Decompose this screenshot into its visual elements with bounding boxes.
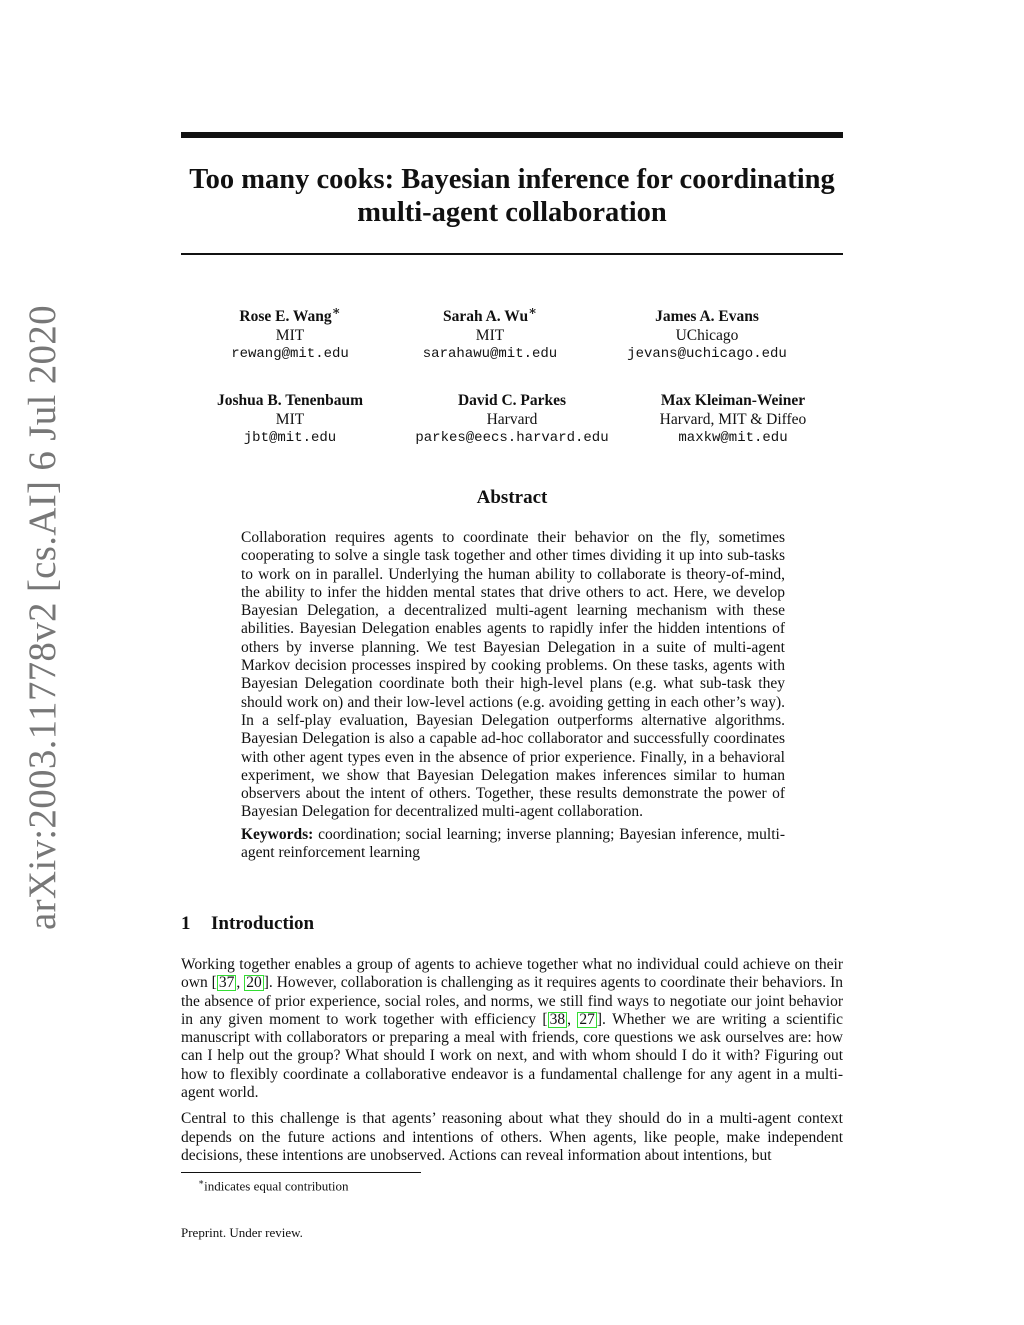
title-line-1: Too many cooks: Bayesian inference for coordinating	[189, 164, 835, 195]
footnote	[198, 1177, 349, 1194]
title-line-2: multi-agent collaboration	[357, 197, 667, 228]
paragraph: Central to this challenge is that agents’ reasoning about what they should do in a multi-agent context depends on the future actions and intentions of others. When agents, like people, make independent decisions, these intentions are unobserved. Actions can reveal information about intentions, but	[181, 1110, 843, 1164]
author-email[interactable]: jbt@mit.edu	[243, 430, 337, 447]
author-name: Max Kleiman-Weiner	[660, 392, 806, 410]
author-affiliation: MIT	[275, 327, 305, 345]
author-affiliation: UChicago	[675, 327, 739, 345]
keywords	[241, 826, 785, 863]
author-name: James A. Evans	[655, 308, 759, 326]
abstract-heading: Abstract	[476, 487, 548, 508]
citation-link[interactable]: 27	[579, 1010, 595, 1028]
arxiv-sidebar-stamp: arXiv:2003.11778v2 [cs.AI] 6 Jul 2020	[21, 305, 64, 930]
author-email[interactable]: sarahawu@mit.edu	[422, 346, 558, 363]
keywords-label: Keywords:	[241, 825, 314, 843]
author-email[interactable]: jevans@uchicago.edu	[627, 346, 787, 363]
citation-link[interactable]: 37	[218, 974, 235, 992]
author-block	[170, 385, 410, 448]
footnote-mark: ∗	[198, 1177, 205, 1187]
footnote-rule	[181, 1172, 421, 1173]
citation-link[interactable]: 38	[549, 1010, 566, 1028]
abstract-text: Collaboration requires agents to coordinate their behavior on the fly, sometimes cooperating to solve a single task together and other times dividing it up into sub-tasks to work on in parallel. Underlying the human ability to collaborate is theory-of-mind, the ability to infer the hidden mental states that drive others to act. Here, we develop Bayesian Delegation, a decentralized multi-agent learning mechanism with these abilities. Bayesian Delegation enables agents to rapidly infer the hidden intentions of others by inverse planning. We test Bayesian Delegation in a suite of multi-agent Markov decision processes inspired by cooking problems. On these tasks, agents with Bayesian Delegation coordinate both their high-level plans (e.g. what sub-task they should work on) and their low-level actions (e.g. avoiding getting in each other’s way). In a self-play evaluation, Bayesian Delegation outperforms alternative algorithms. Bayesian Delegation is also a capable ad-hoc collaborator and successfully coordinates with other agent types even in the absence of prior experience. Finally, in a behavioral experiment, we show that Bayesian Delegation makes inferences similar to human observers about the intent of others. Together, these results demonstrate the power of Bayesian Delegation for decentralized multi-agent collaboration.	[241, 529, 785, 821]
section-number: 1	[181, 913, 191, 934]
title-bottom-rule	[181, 253, 843, 255]
keywords-list: coordination; social learning; inverse planning; Bayesian inference, multi-agent reinforcement learning	[241, 825, 785, 862]
author-name: Rose E. Wang∗	[239, 303, 341, 326]
author-affiliation: Harvard	[486, 411, 538, 429]
author-name: Joshua B. Tenenbaum	[216, 392, 364, 410]
section-title: Introduction	[211, 913, 315, 934]
author-block	[613, 385, 853, 448]
author-email[interactable]: rewang@mit.edu	[231, 346, 349, 363]
introduction-body	[181, 956, 843, 1173]
paper-title	[181, 163, 843, 229]
author-affiliation: MIT	[275, 411, 305, 429]
author-email[interactable]: parkes@eecs.harvard.edu	[415, 430, 609, 447]
title-top-rule	[181, 132, 843, 138]
preprint-note: Preprint. Under review.	[181, 1225, 303, 1240]
author-email[interactable]: maxkw@mit.edu	[678, 430, 788, 447]
author-affiliation: Harvard, MIT & Diffeo	[659, 411, 807, 429]
author-block	[392, 385, 632, 448]
section-heading	[181, 913, 314, 935]
abstract-body	[241, 529, 785, 862]
author-block	[370, 301, 610, 364]
author-name: Sarah A. Wu∗	[442, 303, 538, 326]
author-affiliation: MIT	[475, 327, 505, 345]
paragraph: Working together enables a group of agents to achieve together what no individual could achieve on their own [ 37 , 20 ]. However, collaboration is challenging as it requires agents to coordinate their behaviors. In the absence of prior experience, social roles, and norms, we still find ways to negotiate our joint behavior in any given moment to work together with efficiency [ 38 , 27 ]. Whether we are writing a scientific manuscript with collaborators or preparing a meal with friends, core questions we ask ourselves are: how can I help out the group? What should I work on next, and with whom should I do it with? Figuring out how to flexibly coordinate a collaborative endeavor is a fundamental challenge for any agent in a multi-agent world.	[181, 956, 844, 1102]
author-block	[587, 301, 827, 364]
citation-link[interactable]: 20	[246, 974, 262, 992]
footnote-text: indicates equal contribution	[204, 1178, 349, 1194]
author-name: David C. Parkes	[457, 392, 567, 410]
